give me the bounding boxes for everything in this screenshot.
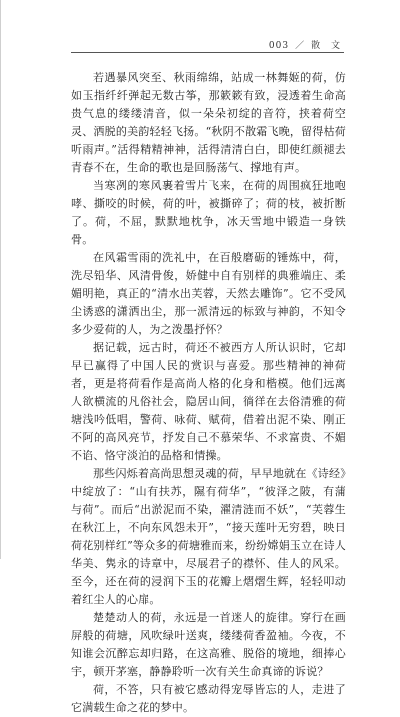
body-text <box>71 69 346 717</box>
paragraph: 荷，不答，只有被它感动得宠辱皆忘的人，走进了它满载生命之花的梦中。 <box>71 683 346 714</box>
header-separator: ／ <box>295 41 306 51</box>
running-header <box>269 38 344 51</box>
page-number: 003 <box>268 41 290 51</box>
paragraph: 据记载，远古时，荷还不被西方人所认识时，它却早已赢得了中国人民的赏识与喜爱。那些精神的神荷者，更是将荷看作是高尚人格的化身和楷模。他们远离人欲横流的凡俗社会，隐居山间，徜徉在去俗清雅的荷塘浅吟低唱，警荷、咏荷、赋荷，借着出泥不染、刚正不阿的高风亮节，抒发自己不慕荣华、不求富贵、不媚不谄、恪守淡泊的品格和情操。 <box>71 341 346 462</box>
paragraph: 当寒冽的寒风裹着雪片飞来，在荷的周围疯狂地咆哮、撕咬的时候，荷的叶，被撕碎了；荷的枝，被折断了。荷，不屈，默默地枕争，冰天雪地中锻造一身铁骨。 <box>71 179 346 246</box>
paragraph: 若遇暴风突至、秋雨绵绵，站成一林舞姬的荷，仿如玉指纤纤弹起无数古筝，那簌簌有致，浸透着生命高贵气息的缕缕清音，似一朵朵初绽的音符，挟着荷空灵、洒脱的美韵轻轻飞扬。“秋阴不散霜飞晚，留得枯荷听雨声。”活得精精神神，活得清清白白，即使红颜褪去青春不在，生命的歌也是回肠荡气、撑地有声。 <box>71 71 346 174</box>
paragraph: 在风霜雪雨的洗礼中，在百般磨砺的锤炼中，荷，洗尽铅华、风清骨俊，娇健中自有别样的典雅端庄、柔媚明艳，真正的“清水出芙蓉，天然去雕饰”。它不受风尘诱惑的潇洒出尘，那一派清远的标致与神韵，不知令多少爱荷的人，为之泼墨抒怀？ <box>71 251 346 336</box>
paragraph: 楚楚动人的荷，永远是一首迷人的旋律。穿行在画屏般的荷塘，风吹绿叶送爽，缕缕荷香盈袖。今夜，不知谁会沉醉忘却归路，在这高雅、脱俗的境地，细捧心宇，顿开茅塞，静静聆听一次有关生命真谛的诉说？ <box>71 611 346 678</box>
section-title: 散 文 <box>311 41 344 51</box>
header-rule <box>71 52 344 53</box>
paragraph: 那些闪烁着高尚思想灵魂的荷，早早地就在《诗经》中绽放了：“山有扶苏，隰有荷华”，“彼泽之陂，有蒲与荷”。而后“出淤泥而不染，濯清涟而不妖”，“芙蓉生在秋江上，不向东风怨未开”，“接天莲叶无穷碧，映日荷花别样红”等众多的荷塘雅而来，纷纷嫦娟玉立在诗人华美、隽永的诗章中，尽展君子的襟怀、佳人的风采。至今，还在荷的浸润下玉的花瓣上熠熠生辉，轻轻叩动着红尘人的心扉。 <box>71 467 346 606</box>
